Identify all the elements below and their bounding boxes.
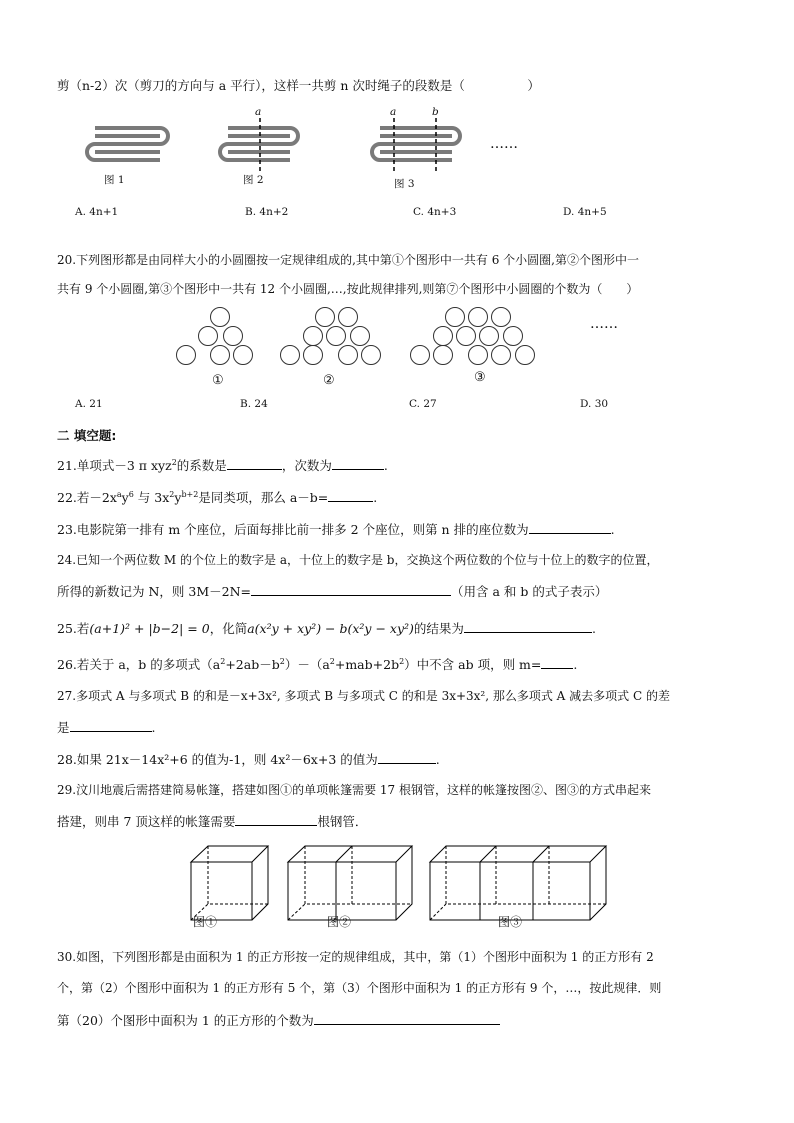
- q25: [57, 620, 596, 637]
- q21-exp: 2: [171, 457, 177, 467]
- q21-post: 的系数是: [176, 458, 227, 473]
- q26: [57, 656, 577, 673]
- q29-line2-post: 根钢管．: [317, 814, 368, 829]
- q29-blank[interactable]: [235, 813, 317, 826]
- q22-pre: 22.若－2x: [57, 490, 117, 505]
- q25-post: 的结果为: [413, 621, 464, 636]
- q24-blank[interactable]: [251, 583, 451, 596]
- q26-e2: 2: [279, 656, 285, 666]
- q22-e3: 2: [169, 489, 175, 499]
- q19-dots: ……: [490, 136, 518, 152]
- q27-end: .: [151, 720, 156, 735]
- q23-end: .: [610, 522, 615, 537]
- q20-fig2-label: ②: [323, 373, 335, 388]
- q26-blank[interactable]: [541, 656, 573, 669]
- q26-e4: 2: [399, 656, 405, 666]
- q22-e2: 6: [128, 489, 134, 499]
- q20-option-c: C. 27: [409, 398, 437, 410]
- q20-option-d: D. 30: [580, 398, 609, 410]
- q30-blank[interactable]: [314, 1012, 500, 1025]
- q21: [57, 457, 388, 474]
- q20-option-a: A. 21: [75, 398, 103, 410]
- q24-line2: [57, 583, 607, 600]
- q25-pre: 25.若: [57, 621, 90, 636]
- q19-option-c: C. 4n+3: [413, 206, 457, 218]
- q22-p1: y: [121, 490, 129, 505]
- q22-p2: 与 3x: [133, 490, 170, 505]
- q26-p3: +mab+2b: [334, 657, 400, 672]
- q20-line1: 20.下列图形都是由同样大小的小圆圈按一定规律组成的,其中第①个图形中一共有 6 个小圆圈,第②个图形中一: [57, 253, 639, 267]
- q24-line2-pre: 所得的新数记为 N，则 3M－2N=: [57, 584, 252, 599]
- q27-blank[interactable]: [70, 719, 152, 732]
- q22-p3: y: [174, 490, 182, 505]
- q28-pre: 28.如果 21x－14x²+6 的值为-1，则 4x²－6x+3 的值为: [57, 752, 378, 767]
- q30-line3-pre: 第（20）个图形中面积为 1 的正方形的个数为: [57, 1013, 314, 1028]
- q21-end: .: [383, 458, 388, 473]
- q22-end: .: [373, 490, 378, 505]
- q19-fig2-label: 图 2: [243, 174, 264, 186]
- q19-option-a: A. 4n+1: [75, 206, 119, 218]
- q26-e1: 2: [220, 656, 226, 666]
- q19-fig1-label: 图 1: [104, 174, 125, 186]
- q29-fig3-label: 图③: [498, 915, 523, 929]
- q28-end: .: [435, 752, 440, 767]
- q26-p2: ）－（a: [284, 657, 330, 672]
- q19-cut-label-a: a: [255, 106, 262, 118]
- q24-line2-post: （用含 a 和 b 的式子表示）: [451, 584, 608, 599]
- q22-post: 是同类项，那么 a－b=: [198, 490, 329, 505]
- q20-fig1-label: ①: [212, 373, 224, 388]
- q29-line2-pre: 搭建，则串 7 顶这样的帐篷需要: [57, 814, 236, 829]
- q23-text: 23.电影院第一排有 m 个座位，后面每排比前一排多 2 个座位，则第 n 排的座位数为: [57, 522, 529, 537]
- q19-cut-label-a3: a: [390, 106, 397, 118]
- q25-condition: (a+1)² + |b−2| = 0: [89, 621, 210, 636]
- q25-expression: a(x²y + xy²) − b(x²y − xy²): [247, 621, 414, 636]
- q24-line1: 24.已知一个两位数 M 的个位上的数字是 a，十位上的数字是 b，交换这个两位数的个位与十位上的数字的位置，: [57, 553, 659, 567]
- q29-line1: 29.汶川地震后需搭建简易帐篷，搭建如图①的单项帐篷需要 17 根钢管，这样的帐篷按图②、图③的方式串起来: [57, 783, 651, 797]
- q30-line3: [57, 1012, 500, 1029]
- q23-blank[interactable]: [529, 521, 611, 534]
- q26-p1: +2ab－b: [225, 657, 280, 672]
- q27-line1: 27.多项式 A 与多项式 B 的和是－x+3x², 多项式 B 与多项式 C 的和是 3x+3x², 那么多项式 A 减去多项式 C 的差: [57, 689, 670, 703]
- q26-end: .: [573, 657, 578, 672]
- q26-pre: 26.若关于 a，b 的多项式（a: [57, 657, 221, 672]
- q28: [57, 751, 440, 768]
- q19-rope-figure: [80, 108, 530, 190]
- q19-fig3-label: 图 3: [394, 178, 415, 190]
- q22-e4: b+2: [181, 489, 199, 499]
- q21-degree-blank[interactable]: [332, 457, 384, 470]
- q22-e1: a: [116, 489, 122, 499]
- q19-option-d: D. 4n+5: [563, 206, 607, 218]
- q20-fig3-label: ③: [474, 370, 486, 385]
- q19-stem: 剪（n-2）次（剪刀的方向与 a 平行），这样一共剪 n 次时绳子的段数是（ ）: [57, 78, 540, 93]
- q20-dots: ……: [590, 316, 618, 332]
- section2-title: 二 填空题:: [57, 428, 117, 443]
- q26-post: ）中不含 ab 项，则 m=: [404, 657, 542, 672]
- q29-tent-figure: [188, 840, 613, 932]
- q27-line2-pre: 是: [57, 720, 70, 735]
- q25-blank[interactable]: [464, 620, 592, 633]
- q20-circles-figure: [170, 302, 630, 390]
- q22-blank[interactable]: [328, 489, 373, 502]
- q28-blank[interactable]: [378, 751, 436, 764]
- q21-pre: 21.单项式－3 π xyz: [57, 458, 172, 473]
- q19-option-b: B. 4n+2: [245, 206, 289, 218]
- q29-line2: [57, 813, 367, 830]
- q19-cut-label-b: b: [432, 106, 439, 118]
- q29-fig1-label: 图①: [193, 915, 218, 929]
- q30-line2: 个，第（2）个图形中面积为 1 的正方形有 5 个，第（3）个图形中面积为 1 的正方形有 9 个，…，按此规律．则: [57, 981, 662, 995]
- q27-line2: [57, 719, 156, 736]
- q20-line2: 共有 9 个小圆圈,第③个图形中一共有 12 个小圆圈,…,按此规律排列,则第⑦个图形中小圆圈的个数为（ ）: [57, 282, 639, 296]
- q30-line1: 30.如图，下列图形都是由面积为 1 的正方形按一定的规律组成，其中，第（1）个图形中面积为 1 的正方形有 2: [57, 950, 654, 964]
- q25-end: .: [591, 621, 596, 636]
- q20-option-b: B. 24: [240, 398, 268, 410]
- q23: [57, 521, 615, 538]
- q21-mid: ，次数为: [281, 458, 332, 473]
- q21-coef-blank[interactable]: [227, 457, 282, 470]
- q25-mid: ，化简: [209, 621, 248, 636]
- q26-e3: 2: [329, 656, 335, 666]
- q29-fig2-label: 图②: [327, 915, 352, 929]
- q22: [57, 489, 377, 506]
